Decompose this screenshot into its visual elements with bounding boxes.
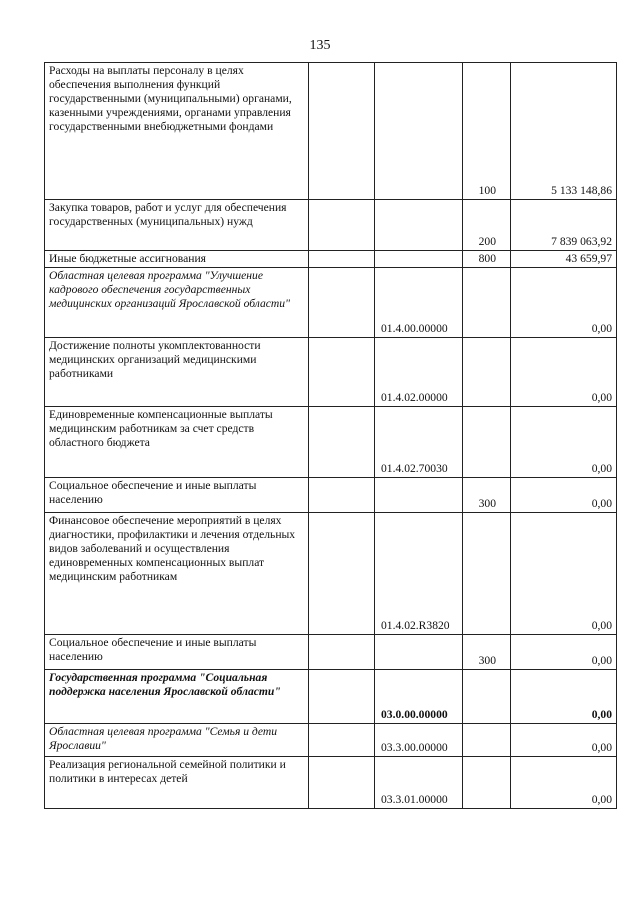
row-amount: 0,00 [511, 635, 617, 670]
row-name: Расходы на выплаты персоналу в целях обеспечения выполнения функций государственными (муниципальными) органами, казенными учреждениями, органами управления государственными внебюджетными фондами [45, 63, 309, 200]
row-code [375, 635, 463, 670]
table-row [45, 407, 617, 478]
row-type: 800 [463, 251, 511, 268]
row-amount: 0,00 [511, 724, 617, 757]
row-name: Реализация региональной семейной политики и политики в интересах детей [45, 757, 309, 809]
row-amount: 0,00 [511, 407, 617, 478]
table-row [45, 200, 617, 251]
row-amount: 0,00 [511, 513, 617, 635]
table-row [45, 513, 617, 635]
page-number: 135 [309, 38, 331, 53]
row-name: Закупка товаров, работ и услуг для обеспечения государственных (муниципальных) нужд [45, 200, 309, 251]
row-name: Областная целевая программа "Семья и дети Ярославии" [45, 724, 309, 757]
row-type [463, 268, 511, 338]
row-name: Социальное обеспечение и иные выплаты населению [45, 478, 309, 513]
row-empty-cell [309, 757, 375, 809]
row-type: 300 [463, 478, 511, 513]
row-code: 01.4.00.00000 [375, 268, 463, 338]
row-empty-cell [309, 200, 375, 251]
row-code [375, 251, 463, 268]
table-row [45, 251, 617, 268]
row-code: 01.4.02.70030 [375, 407, 463, 478]
row-code: 03.3.01.00000 [375, 757, 463, 809]
row-type: 100 [463, 63, 511, 200]
row-empty-cell [309, 513, 375, 635]
row-code: 03.0.00.00000 [375, 670, 463, 724]
budget-table [44, 62, 617, 809]
table-row [45, 670, 617, 724]
row-name: Областная целевая программа "Улучшение кадрового обеспечения государственных медицинских организаций Ярославской области" [45, 268, 309, 338]
row-code [375, 478, 463, 513]
row-amount: 0,00 [511, 670, 617, 724]
row-type [463, 407, 511, 478]
row-type [463, 513, 511, 635]
row-name: Финансовое обеспечение мероприятий в целях диагностики, профилактики и лечения отдельных видов заболеваний и осуществления единовременных компенсационных выплат медицинским работникам [45, 513, 309, 635]
table-row [45, 757, 617, 809]
row-code: 03.3.00.00000 [375, 724, 463, 757]
row-type [463, 338, 511, 407]
row-amount: 0,00 [511, 338, 617, 407]
row-name: Социальное обеспечение и иные выплаты населению [45, 635, 309, 670]
row-name: Государственная программа "Социальная поддержка населения Ярославской области" [45, 670, 309, 724]
table-row [45, 635, 617, 670]
row-type [463, 670, 511, 724]
row-name: Иные бюджетные ассигнования [45, 251, 309, 268]
row-empty-cell [309, 670, 375, 724]
row-empty-cell [309, 338, 375, 407]
row-type [463, 724, 511, 757]
row-name: Единовременные компенсационные выплаты медицинским работникам за счет средств областного бюджета [45, 407, 309, 478]
row-empty-cell [309, 251, 375, 268]
row-amount: 43 659,97 [511, 251, 617, 268]
row-empty-cell [309, 724, 375, 757]
row-empty-cell [309, 635, 375, 670]
row-type: 300 [463, 635, 511, 670]
table-row [45, 63, 617, 200]
row-type: 200 [463, 200, 511, 251]
row-type [463, 757, 511, 809]
table-row [45, 724, 617, 757]
row-amount: 5 133 148,86 [511, 63, 617, 200]
table-row [45, 338, 617, 407]
row-amount: 0,00 [511, 268, 617, 338]
row-amount: 0,00 [511, 757, 617, 809]
row-empty-cell [309, 268, 375, 338]
row-empty-cell [309, 63, 375, 200]
row-name: Достижение полноты укомплектованности медицинских организаций медицинскими работниками [45, 338, 309, 407]
row-code [375, 63, 463, 200]
row-code: 01.4.02.R3820 [375, 513, 463, 635]
table-row [45, 268, 617, 338]
row-empty-cell [309, 478, 375, 513]
row-empty-cell [309, 407, 375, 478]
row-code: 01.4.02.00000 [375, 338, 463, 407]
row-amount: 7 839 063,92 [511, 200, 617, 251]
table-row [45, 478, 617, 513]
row-amount: 0,00 [511, 478, 617, 513]
row-code [375, 200, 463, 251]
